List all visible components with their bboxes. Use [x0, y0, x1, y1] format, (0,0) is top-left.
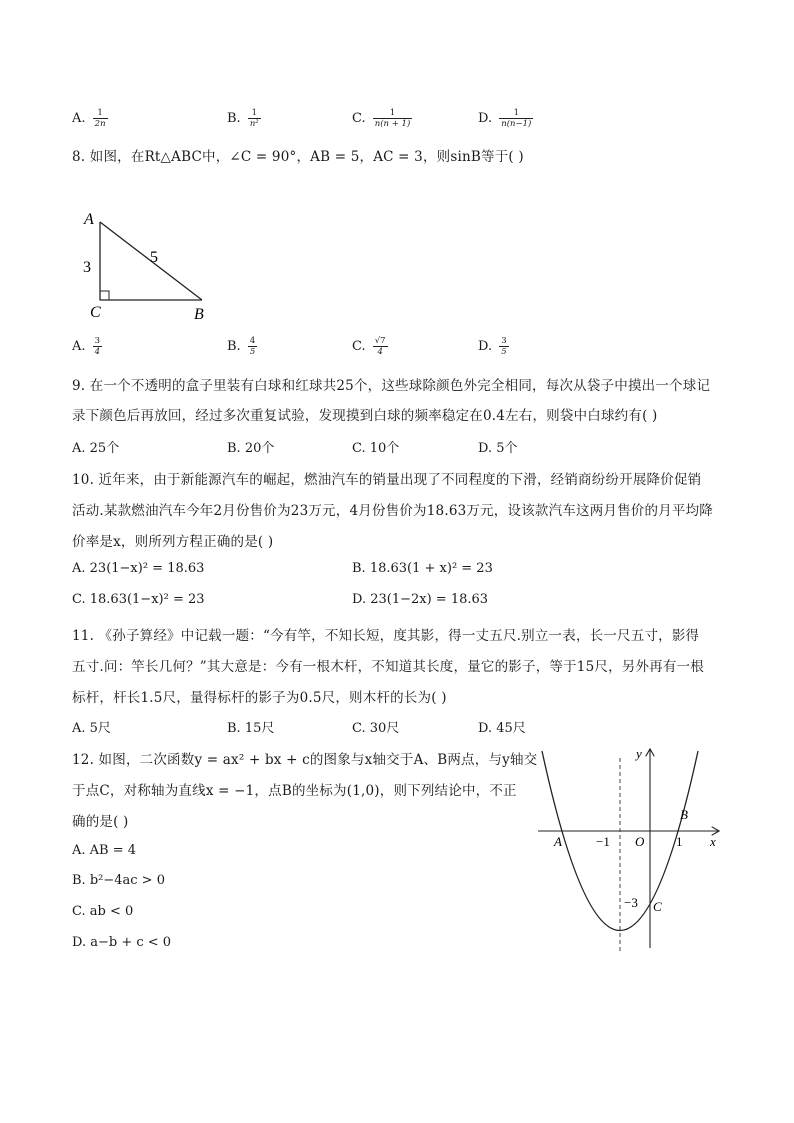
vertex-b-label: B — [194, 306, 204, 323]
q11-option-b[interactable]: B. 15尺 — [227, 721, 275, 736]
point-a-label: A — [554, 834, 562, 849]
point-b-label: B — [680, 807, 688, 822]
q10-text-line3: 价率是x，则所列方程正确的是( ) — [72, 534, 274, 550]
q12-parabola-graph — [530, 740, 730, 955]
q12-option-d[interactable]: D. a−b + c < 0 — [72, 935, 172, 950]
q8-triangle-figure — [76, 204, 216, 324]
q7-option-d[interactable]: D. $\frac{1}{n(n-1)}$ — [478, 108, 532, 129]
q9-text-line2: 录下颜色后再放回，经过多次重复试验，发现摸到白球的频率稳定在0.4左右，则袋中白球约有( ) — [72, 408, 658, 424]
q12-option-c[interactable]: C. ab < 0 — [72, 904, 134, 919]
q10-option-d[interactable]: D. 23(1−2x) = 18.63 — [352, 592, 489, 607]
parabola-curve — [542, 751, 698, 931]
q8-option-d[interactable]: D. $\frac{3}{5}$ — [478, 336, 507, 357]
q9-option-b[interactable]: B. 20个 — [227, 441, 275, 456]
point-c-label: C — [653, 899, 662, 914]
q10-text-line2: 活动.某款燃油汽车今年2月份售价为23万元，4月份售价为18.63万元，设该款汽车这两月售价的月平均降 — [72, 503, 713, 519]
x-axis-label: x — [710, 834, 716, 849]
q12-option-b[interactable]: B. b²−4ac > 0 — [72, 873, 165, 888]
q8-option-a[interactable]: A. $\frac{3}{4}$ — [72, 336, 101, 357]
fraction: $\frac{3}{5}$ — [501, 336, 507, 357]
fraction: $\frac{3}{4}$ — [94, 336, 101, 357]
fraction: $\frac{1}{n(n-1)}$ — [501, 108, 532, 129]
q7-option-b[interactable]: B. $\frac{1}{\text{n²}}$ — [227, 108, 259, 129]
q7-option-a[interactable]: A. $\frac{1}{2n}$ — [72, 108, 106, 129]
q11-option-d[interactable]: D. 45尺 — [478, 721, 526, 736]
q9-option-d[interactable]: D. 5个 — [478, 441, 518, 456]
q11-text-line2: 五寸.问：竿长几何？”其大意是：今有一根木杆，不知道其长度，量它的影子，等于15尺，另外再有一根 — [72, 659, 704, 675]
tick-1-label: 1 — [676, 834, 683, 849]
q11-text-line3: 标杆，杆长1.5尺，量得标杆的影子为0.5尺，则木杆的长为( ) — [72, 690, 447, 706]
fraction: $\frac{1}{n(n + 1)}$ — [374, 108, 411, 129]
tick-neg1-label: −1 — [596, 834, 610, 849]
q10-text-line1: 10. 近年来，由于新能源汽车的崛起，燃油汽车的销量出现了不同程度的下滑，经销商纷纷开展降价促销 — [72, 472, 702, 488]
q8-option-b[interactable]: B. $\frac{4}{5}$ — [227, 336, 256, 357]
fraction: $\frac{√7}{4}$ — [374, 336, 386, 357]
fraction: $\frac{4}{5}$ — [249, 336, 256, 357]
right-angle-mark — [100, 291, 109, 300]
q8-option-c[interactable]: C. $\frac{√7}{4}$ — [352, 336, 386, 357]
q12-text-line1: 12. 如图，二次函数y = ax² + bx + c的图象与x轴交于A、B两点，与y轴交 — [72, 752, 538, 768]
q12-text-line3: 确的是( ) — [72, 814, 129, 830]
origin-label: O — [635, 834, 645, 849]
tick-neg3-label: −3 — [624, 895, 638, 910]
fraction: $\frac{1}{2n}$ — [94, 108, 106, 129]
q11-option-c[interactable]: C. 30尺 — [352, 721, 400, 736]
q10-option-b[interactable]: B. 18.63(1 + x)² = 23 — [352, 561, 493, 576]
y-axis-label: y — [636, 746, 642, 761]
side-ac-length: 3 — [83, 259, 91, 276]
q8-text: 8. 如图，在Rt△ABC中，∠C = 90°，AB = 5，AC = 3，则sinB等于( ) — [72, 149, 524, 165]
q10-option-a[interactable]: A. 23(1−x)² = 18.63 — [72, 561, 205, 576]
q7-option-c[interactable]: C. $\frac{1}{n(n + 1)}$ — [352, 108, 411, 129]
q9-text-line1: 9. 在一个不透明的盒子里装有白球和红球共25个，这些球除颜色外完全相同，每次从袋子中摸出一个球记 — [72, 378, 711, 394]
side-ab-length: 5 — [150, 249, 158, 266]
q11-text-line1: 11. 《孙子算经》中记载一题：“今有竿，不知长短，度其影，得一丈五尺.别立一表，长一尺五寸，影得 — [72, 628, 700, 644]
q12-text-line2: 于点C，对称轴为直线x = −1，点B的坐标为(1,0)，则下列结论中，不正 — [72, 783, 517, 799]
q10-option-c[interactable]: C. 18.63(1−x)² = 23 — [72, 592, 205, 607]
vertex-a-label: A — [84, 211, 94, 228]
q11-option-a[interactable]: A. 5尺 — [72, 721, 111, 736]
q9-option-c[interactable]: C. 10个 — [352, 441, 400, 456]
fraction: $\frac{1}{\text{n²}}$ — [249, 108, 259, 129]
q9-option-a[interactable]: A. 25个 — [72, 441, 120, 456]
vertex-c-label: C — [90, 304, 101, 321]
q12-option-a[interactable]: A. AB = 4 — [72, 843, 137, 858]
